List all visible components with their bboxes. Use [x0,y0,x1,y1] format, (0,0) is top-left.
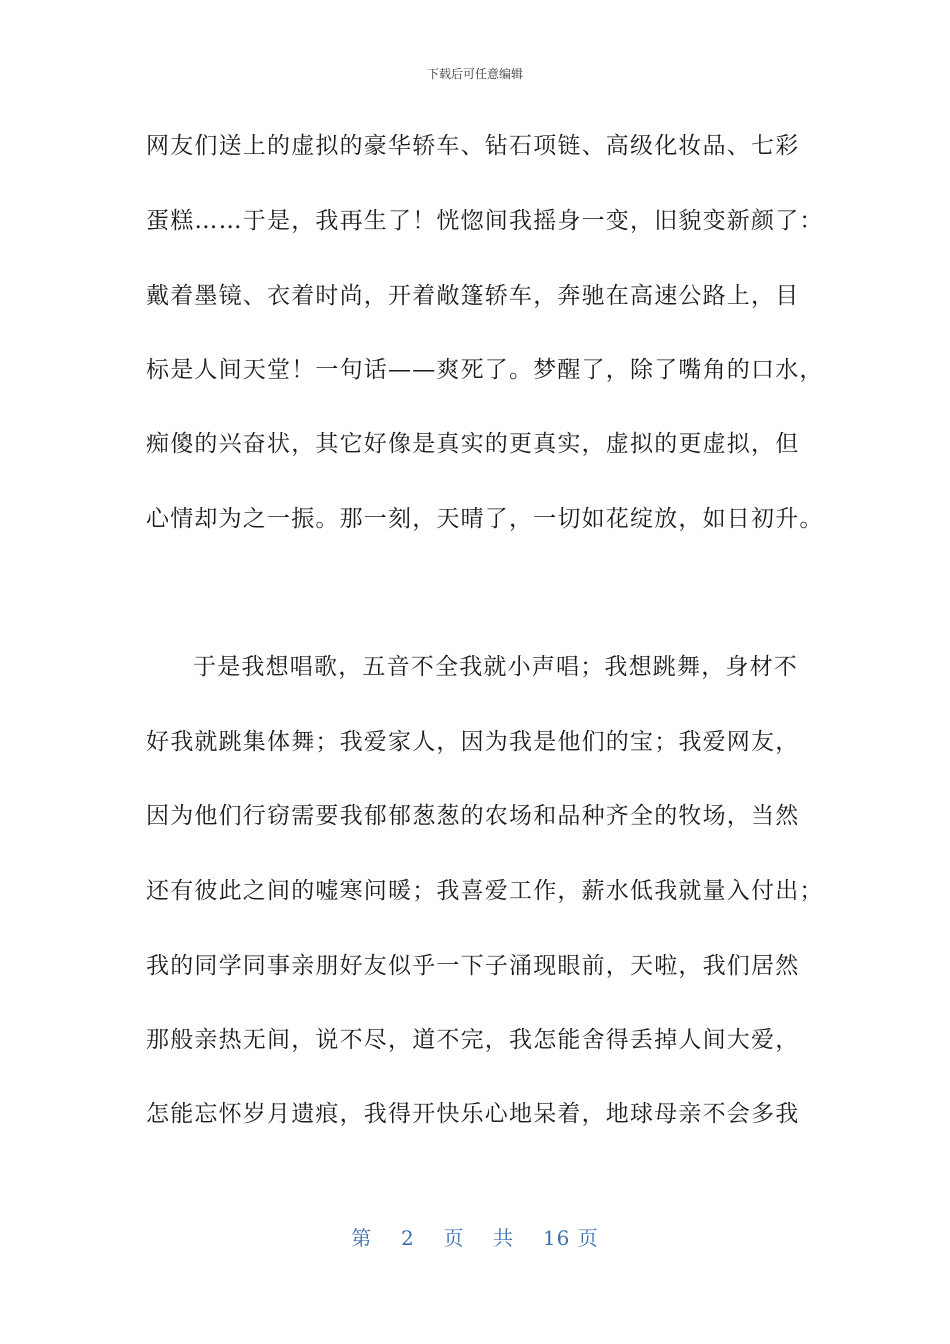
text-line: 心情却为之一振。那一刻，天晴了，一切如花绽放，如日初升。 [146,506,824,532]
text-line: 于是我想唱歌，五音不全我就小声唱；我想跳舞，身材不 [193,654,798,680]
page-header: 下载后可任意编辑 [426,67,523,81]
text-line: 怎能忘怀岁月遗痕，我得开快乐心地呆着，地球母亲不会多我 [146,1101,800,1127]
text-line: 还有彼此之间的嘘寒问暖；我喜爱工作，薪水低我就量入付出； [146,878,824,904]
text-line: 标是人间天堂！一句话——爽死了。梦醒了，除了嘴角的口水， [146,357,824,383]
text-line: 因为他们行窃需要我郁郁葱葱的农场和品种齐全的牧场，当然 [146,803,800,829]
text-line: 好我就跳集体舞；我爱家人，因为我是他们的宝；我爱网友， [146,729,800,755]
total-prefix: 共 [493,1226,515,1250]
page-number-footer [0,1225,950,1251]
text-line: 网友们送上的虚拟的豪华轿车、钻石项链、高级化妆品、七彩 [146,133,800,159]
text-line: 痴傻的兴奋状，其它好像是真实的更真实，虚拟的更虚拟，但 [146,431,800,457]
current-page-number: 2 [401,1226,415,1250]
text-line: 我的同学同事亲朋好友似乎一下子涌现眼前，天啦，我们居然 [146,953,800,979]
text-line: 戴着墨镜、衣着时尚，开着敞篷轿车，奔驰在高速公路上，目 [146,283,800,309]
text-line: 那般亲热无间，说不尽，道不完，我怎能舍得丢掉人间大爱， [146,1027,800,1053]
page-prefix: 第 [351,1226,373,1250]
page-suffix: 页 [443,1226,465,1250]
total-pages-number: 16 [542,1226,571,1250]
total-suffix: 页 [577,1226,599,1250]
text-line: 蛋糕……于是，我再生了！恍惚间我摇身一变，旧貌变新颜了： [146,208,824,234]
